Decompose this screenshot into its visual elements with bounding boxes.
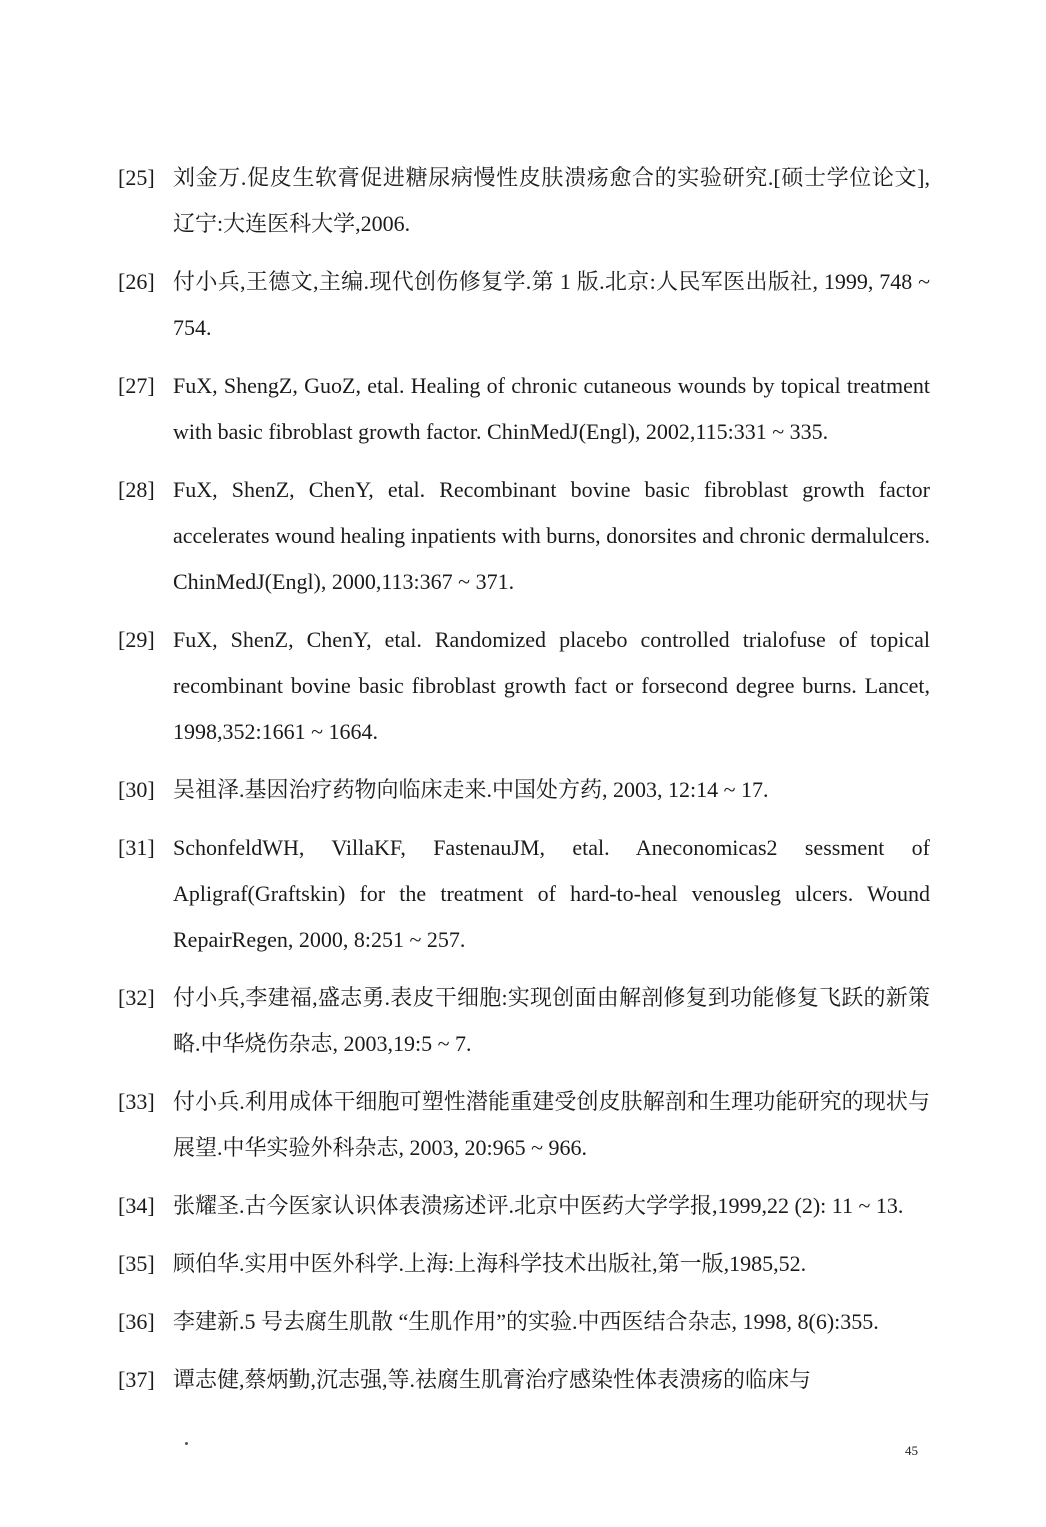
reference-item (118, 1241, 930, 1287)
reference-number: [32] (118, 985, 155, 1010)
reference-number: [27] (118, 373, 155, 398)
reference-item (118, 1079, 930, 1171)
reference-item (118, 617, 930, 755)
reference-text: 顾伯华.实用中医外科学.上海:上海科学技术出版社,第一版,1985,52. (173, 1251, 807, 1276)
reference-item (118, 1299, 930, 1345)
page-number: 45 (905, 1443, 918, 1458)
reference-item (118, 975, 930, 1067)
reference-number: [26] (118, 269, 155, 294)
reference-number: [37] (118, 1367, 155, 1392)
reference-number: [31] (118, 835, 155, 860)
reference-item (118, 825, 930, 963)
reference-item (118, 155, 930, 247)
reference-number: [25] (118, 165, 155, 190)
reference-text: FuX, ShengZ, GuoZ, etal. Healing of chronic cutaneous wounds by topical treatment with basic fibroblast growth factor. ChinMedJ(Engl), 2002,115:331 ~ 335. (173, 373, 930, 444)
scan-speck (185, 1442, 188, 1445)
reference-item (118, 259, 930, 351)
reference-item (118, 1183, 930, 1229)
reference-text: FuX, ShenZ, ChenY, etal. Randomized placebo controlled trialofuse of topical recombinant bovine basic fibroblast growth fact or forsecond degree burns. Lancet, 1998,352:1661 ~ 1664. (173, 627, 930, 744)
reference-text: 张耀圣.古今医家认识体表溃疡述评.北京中医药大学学报,1999,22 (2): 11 ~ 13. (173, 1193, 904, 1218)
reference-text: FuX, ShenZ, ChenY, etal. Recombinant bovine basic fibroblast growth factor accelerates wound healing inpatients with burns, donorsites and chronic dermalulcers. ChinMedJ(Engl), 2000,113:367 ~ 371. (173, 477, 930, 594)
reference-item (118, 363, 930, 455)
reference-item (118, 1357, 930, 1403)
reference-number: [29] (118, 627, 155, 652)
reference-text: 付小兵.利用成体干细胞可塑性潜能重建受创皮肤解剖和生理功能研究的现状与展望.中华实验外科杂志, 2003, 20:965 ~ 966. (173, 1089, 930, 1160)
reference-text: 刘金万.促皮生软膏促进糖尿病慢性皮肤溃疡愈合的实验研究.[硕士学位论文], 辽宁:大连医科大学,2006. (173, 165, 930, 236)
reference-number: [36] (118, 1309, 155, 1334)
reference-item (118, 767, 930, 813)
reference-number: [28] (118, 477, 155, 502)
reference-list (118, 155, 930, 1415)
reference-text: 付小兵,王德文,主编.现代创伤修复学.第 1 版.北京:人民军医出版社, 1999, 748 ~ 754. (173, 269, 930, 340)
reference-number: [35] (118, 1251, 155, 1276)
reference-text: SchonfeldWH, VillaKF, FastenauJM, etal. Aneconomicas2 sessment of Apligraf(Graftskin) for the treatment of hard-to-heal venousleg ulcers. Wound RepairRegen, 2000, 8:251 ~ 257. (173, 835, 930, 952)
reference-number: [34] (118, 1193, 155, 1218)
reference-text: 李建新.5 号去腐生肌散 “生肌作用”的实验.中西医结合杂志, 1998, 8(6):355. (173, 1309, 879, 1334)
reference-number: [30] (118, 777, 155, 802)
reference-number: [33] (118, 1089, 155, 1114)
reference-item (118, 467, 930, 605)
reference-text: 付小兵,李建福,盛志勇.表皮干细胞:实现创面由解剖修复到功能修复飞跃的新策略.中华烧伤杂志, 2003,19:5 ~ 7. (173, 985, 930, 1056)
reference-text: 吴祖泽.基因治疗药物向临床走来.中国处方药, 2003, 12:14 ~ 17. (173, 777, 769, 802)
reference-text: 谭志健,蔡炳勤,沉志强,等.祛腐生肌膏治疗感染性体表溃疡的临床与 (173, 1367, 812, 1392)
